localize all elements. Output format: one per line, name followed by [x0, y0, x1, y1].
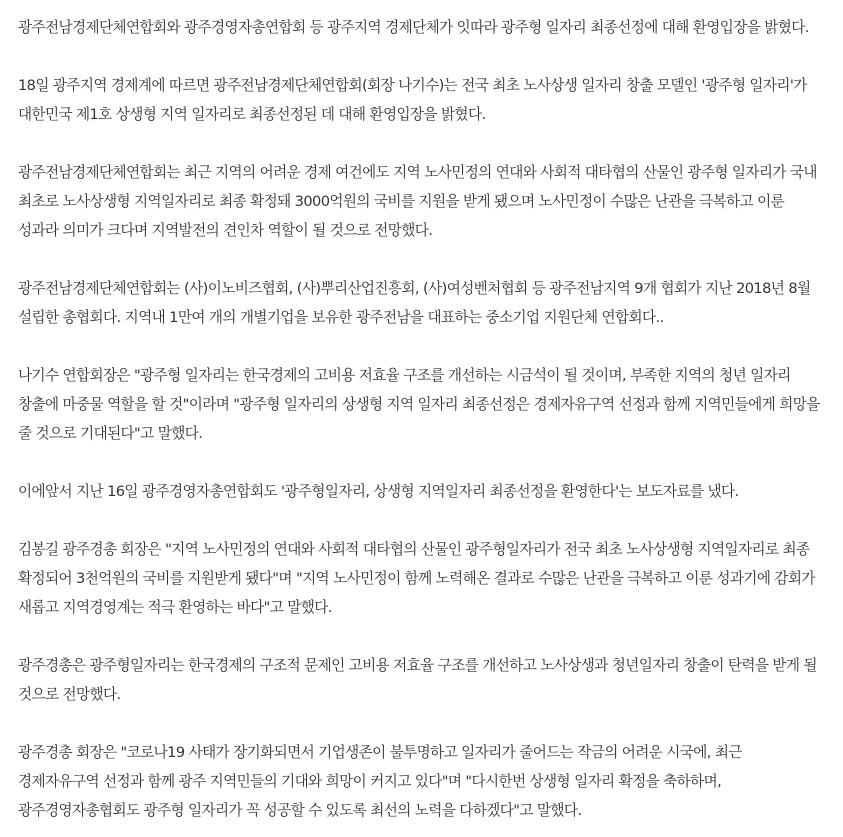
article-paragraph-6: 이에앞서 지난 16일 광주경영자총연합회도 '광주형일자리, 상생형 지역일자리 최종선정을 환영한다'는 보도자료를 냈다. — [18, 483, 739, 500]
article-paragraph-5: 나기수 연합회장은 "광주형 일자리는 한국경제의 고비용 저효율 구조를 개선하는 시금석이 될 것이며, 부족한 지역의 청년 일자리 창출에 마중물 역할을 할 것"이라며 "광주형 일자리의 상생형 지역 일자리 최종선정은 경제자유구역 선정과 함께 지역민들에게 희망을 줄 것으로 기대된다"고 말했다. — [18, 367, 820, 442]
article-paragraph-1: 광주전남경제단체연합회와 광주경영자총연합회 등 광주지역 경제단체가 잇따라 광주형 일자리 최종선정에 대해 환영입장을 밝혔다. — [18, 19, 809, 36]
article-paragraph-8: 광주경총은 광주형일자리는 한국경제의 구조적 문제인 고비용 저효율 구조를 개선하고 노사상생과 청년일자리 창출이 탄력을 받게 될 것으로 전망했다. — [18, 657, 817, 703]
article-paragraph-4: 광주전남경제단체연합회는 (사)이노비즈협회, (사)뿌리산업진흥회, (사)여성벤처협회 등 광주전남지역 9개 협회가 지난 2018년 8월 설립한 총협회다. 지역내 1만여 개의 개별기업을 보유한 광주전남을 대표하는 중소기업 지원단체 연합회다.. — [18, 280, 811, 326]
article-paragraph-7: 김봉길 광주경총 회장은 "지역 노사민정의 연대와 사회적 대타협의 산물인 광주형일자리가 전국 최초 노사상생형 지역일자리로 최종 확정되어 3천억원의 국비를 지원받게 됐다"며 "지역 노사민정이 함께 노력해온 결과로 수많은 난관을 극복하고 이룬 성과기에 감회가 새롭고 지역경영계는 적극 환영하는 바다"고 말했다. — [18, 541, 815, 616]
article-paragraph-9: 광주경총 회장은 "코로나19 사태가 장기화되면서 기업생존이 불투명하고 일자리가 줄어드는 작금의 어려운 시국에, 최근 경제자유구역 선정과 함께 광주 지역민들의 기대와 희망이 커지고 있다"며 "다시한번 상생형 일자리 확정을 축하하며, 광주경영자총협회도 광주형 일자리가 꼭 성공할 수 있도록 최선의 노력을 다하겠다"고 말했다. — [18, 744, 742, 819]
article-paragraph-3: 광주전남경제단체연합회는 최근 지역의 어려운 경제 여건에도 지역 노사민정의 연대와 사회적 대타협의 산물인 광주형 일자리가 국내 최초로 노사상생형 지역일자리로 최종 확정돼 3000억원의 국비를 지원을 받게 됐으며 노사민정이 수많은 난관을 극복하고 이룬 성과라 의미가 크다며 지역발전의 견인차 역할이 될 것으로 전망했다. — [18, 164, 817, 239]
article-paragraph-2: 18일 광주지역 경제계에 따르면 광주전남경제단체연합회(회장 나기수)는 전국 최초 노사상생 일자리 창출 모델인 '광주형 일자리'가 대한민국 제1호 상생형 지역 일자리로 최종선정된 데 대해 환영입장을 밝혔다. — [18, 77, 807, 123]
